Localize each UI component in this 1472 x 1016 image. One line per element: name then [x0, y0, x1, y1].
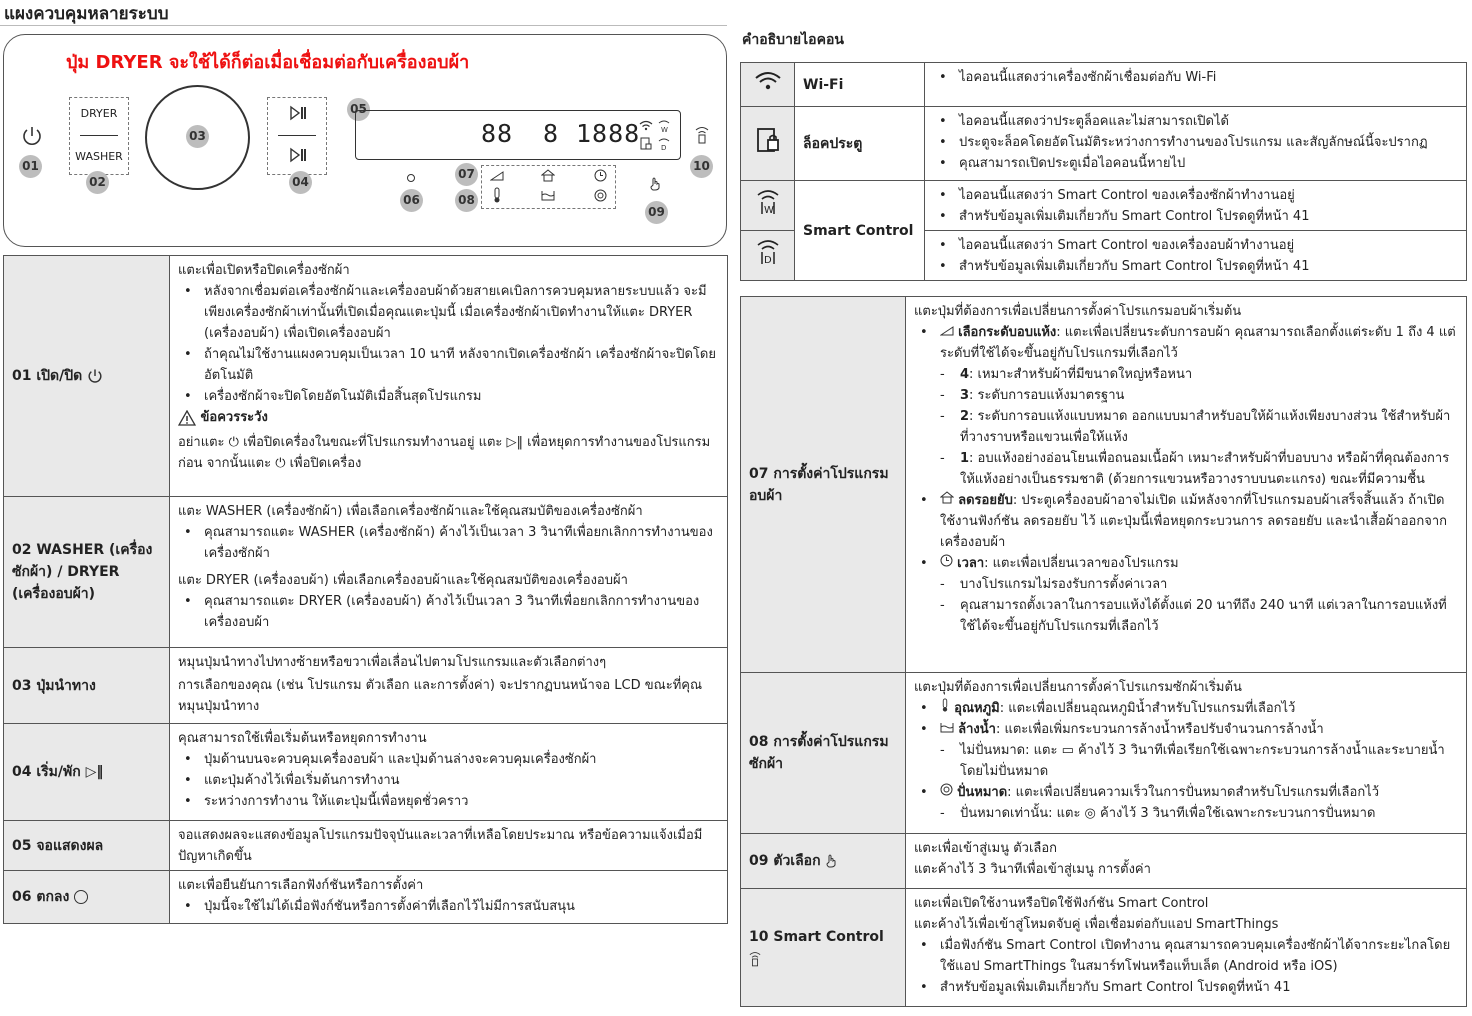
svg-text:D: D	[763, 255, 772, 266]
thermometer-icon[interactable]	[492, 187, 502, 203]
table-row	[4, 871, 728, 924]
row-description	[170, 648, 728, 724]
list-item: • ปุ่มด้านบนจะควบคุมเครื่องอบผ้า และปุ่มด้านล่างจะควบคุมเครื่องซักผ้า	[178, 749, 719, 770]
list-item: • อุณหภูมิ: แตะเพื่อเปลี่ยนอุณหภูมิน้ำสำหรับโปรแกรมที่เลือกไว้	[914, 698, 1458, 719]
list-item: • ปุ่มนี้จะใช้ไม่ได้เมื่อฟังก์ชันหรือการตั้งค่าที่เลือกไว้ไม่มีการสนับสนุน	[178, 896, 719, 917]
smart-control-dryer-icon	[756, 238, 780, 266]
list-item: • เลือกระดับอบแห้ง: แตะเพื่อเปลี่ยนระดับการอบผ้า คุณสามารถเลือกตั้งแต่ระดับ 1 ถึง 4 แต่ระดับที่ใช้ได้จะขึ้นอยู่กับโปรแกรมที่เลือกไว้	[914, 322, 1458, 364]
list-item: • ลดรอยยับ: ประตูเครื่องอบผ้าอาจไม่เปิด แม้หลังจากที่โปรแกรมอบผ้าเสร็จสิ้นแล้ว ถ้าเปิดใช้งานฟังก์ชัน ลดรอยยับ ไว้ แตะปุ่มนี้เพื่อหยุดกระบวนการ ลดรอยยับ และนำเสื้อผ้าออกจากเครื่องอบผ้า	[914, 490, 1458, 553]
callout-09: 09	[645, 201, 668, 224]
list-item: • เครื่องซักผ้าจะปิดโดยอัตโนมัติเมื่อสิ้นสุดโปรแกรม	[178, 386, 719, 407]
icon-name: Smart Control	[795, 181, 925, 281]
list-item: • คุณสามารถแตะ DRYER (เครื่องอบผ้า) ค้างไว้เป็นเวลา 3 วินาทีเพื่อยกเลิกการทำงานของเครื่องอบผ้า	[178, 591, 719, 633]
row-description	[906, 889, 1467, 1007]
thermometer-icon	[940, 698, 950, 712]
callout-04: 04	[289, 171, 312, 194]
row-intro: หมุนปุ่มนำทางไปทางซ้ายหรือขวาเพื่อเลื่อนไปตามโปรแกรมและตัวเลือกต่างๆ	[178, 655, 607, 670]
smart-control-washer-icon	[658, 119, 670, 133]
caution-heading: ข้อควรระวัง	[178, 407, 719, 428]
smart-control-washer-icon	[756, 188, 780, 216]
row-description	[906, 673, 1467, 834]
spin-icon[interactable]	[594, 189, 607, 202]
row-label: 07 การตั้งค่าโปรแกรมอบผ้า	[741, 297, 906, 673]
smart-control-icon	[749, 950, 761, 968]
list-item: - 4: เหมาะสำหรับผ้าที่มีขนาดใหญ่หรือหนา	[914, 364, 1458, 385]
row-label: 06 ตกลง	[4, 871, 170, 924]
svg-text:D: D	[661, 144, 667, 151]
row-description	[170, 256, 728, 497]
callout-03: 03	[186, 125, 209, 148]
row-description	[170, 497, 728, 648]
list-item: - ไม่ปั่นหมาด: แตะ ▭ ค้างไว้ 3 วินาทีเพื่อเรียกใช้เฉพาะกระบวนการล้างน้ำและระบายน้ำโดยไม่ปั่นหมาด	[914, 740, 1458, 782]
left-description-table	[3, 255, 728, 924]
table-row	[4, 256, 728, 497]
control-panel-diagram	[3, 34, 727, 247]
wifi-icon	[754, 70, 782, 92]
bullet-list	[914, 322, 1458, 637]
dry-level-icon[interactable]	[490, 171, 504, 181]
row-line: แตะเพื่อเข้าสู่เมนู ตัวเลือก	[914, 841, 1058, 856]
display-digits: 8	[543, 119, 560, 148]
callout-01: 01	[19, 155, 42, 178]
row-label: 03 ปุ่มนำทาง	[4, 648, 170, 724]
row-line: แตะค้างไว้ 3 วินาทีเพื่อเข้าสู่เมนู การตั้งค่า	[914, 862, 1151, 877]
callout-05: 05	[347, 98, 370, 121]
row-intro: แตะปุ่มที่ต้องการเพื่อเปลี่ยนการตั้งค่าโปรแกรมอบผ้าเริ่มต้น	[914, 304, 1242, 319]
list-item: - 1: อบแห้งอย่างอ่อนโยนเพื่อถนอมเนื้อผ้า เหมาะสำหรับผ้าที่บอบบาง หรือผ้าที่คุณต้องการให้แห้งอย่างเป็นธรรมชาติ (ด้วยการแขวนหรือวางราบบนตะแกรง) ขณะที่มีความชื้น	[914, 448, 1458, 490]
bullet-list	[914, 698, 1458, 824]
bullet-list	[933, 67, 1458, 88]
list-item: • สำหรับข้อมูลเพิ่มเติมเกี่ยวกับ Smart Control โปรดดูที่หน้า 41	[914, 977, 1458, 998]
row-description	[906, 834, 1467, 889]
row-intro: คุณสามารถใช้เพื่อเริ่มต้นหรือหยุดการทำงาน	[178, 731, 427, 746]
dry-level-icon	[940, 326, 954, 336]
row-intro: การเลือกของคุณ (เช่น โปรแกรม ตัวเลือก และการตั้งค่า) จะปรากฏบนหน้าจอ LCD ขณะที่คุณหมุนปุ่มนำทาง	[178, 678, 703, 714]
list-item: • คุณสามารถเปิดประตูเมื่อไอคอนนี้หายไป	[933, 153, 1458, 174]
icon-name: ล็อคประตู	[795, 107, 925, 181]
ok-circle-icon	[74, 890, 88, 904]
page-title: แผงควบคุมหลายระบบ	[4, 4, 169, 24]
row-description: จอแสดงผลจะแสดงข้อมูลโปรแกรมปัจจุบันและเวลาที่เหลือโดยประมาณ หรือข้อความแจ้งเมื่อมีปัญหาเกิดขึ้น	[170, 821, 728, 871]
row-line: แตะค้างไว้เพื่อเข้าสู่โหมดจับคู่ เพื่อเชื่อมต่อกับแอป SmartThings	[914, 917, 1279, 932]
washer-button[interactable]: WASHER	[75, 150, 123, 163]
list-item: • คุณสามารถแตะ WASHER (เครื่องซักผ้า) ค้างไว้เป็นเวลา 3 วินาทีเพื่อยกเลิกการทำงานของเครื่องซักผ้า	[178, 522, 719, 564]
bullet-list	[178, 281, 719, 407]
table-row	[4, 821, 728, 871]
door-lock-icon	[756, 127, 780, 153]
row-intro: แตะ DRYER (เครื่องอบผ้า) เพื่อเลือกเครื่องอบผ้าและใช้คุณสมบัติของเครื่องอบผ้า	[178, 573, 628, 588]
power-icon	[21, 125, 43, 147]
icon-cell	[741, 231, 795, 281]
row-label: 08 การตั้งค่าโปรแกรมซักผ้า	[741, 673, 906, 834]
row-intro: แตะปุ่มที่ต้องการเพื่อเปลี่ยนการตั้งค่าโปรแกรมซักผ้าเริ่มต้น	[914, 680, 1242, 695]
list-item: - คุณสามารถตั้งเวลาในการอบแห้งได้ตั้งแต่ 20 นาทีถึง 240 นาที แต่เวลาในการอบแห้งที่ใช้ได้จะขึ้นอยู่กับโปรแกรมที่เลือกไว้	[914, 595, 1458, 637]
display-digits: 88	[481, 119, 514, 148]
bullet-list	[933, 185, 1458, 227]
display-digits: 1888	[576, 119, 641, 148]
table-row	[741, 673, 1467, 834]
row-label: 02 WASHER (เครื่องซักผ้า) / DRYER (เครื่องอบผ้า)	[4, 497, 170, 648]
title-divider	[0, 25, 727, 26]
row-intro: แตะเพื่อยืนยันการเลือกฟังก์ชันหรือการตั้งค่า	[178, 878, 424, 893]
table-row	[741, 889, 1467, 1007]
dryer-button[interactable]: DRYER	[80, 107, 118, 120]
icon-cell	[741, 63, 795, 107]
list-item: - 3: ระดับการอบแห้งมาตรฐาน	[914, 385, 1458, 406]
start-pause-icon[interactable]	[289, 105, 307, 121]
row-label: 04 เริ่ม/พัก ▷‖	[4, 724, 170, 821]
list-item: • ถ้าคุณไม่ใช้งานแผงควบคุมเป็นเวลา 10 นาที หลังจากเปิดเครื่องซักผ้า เครื่องซักผ้าจะปิดโดยอัตโนมัติ	[178, 344, 719, 386]
wrinkle-prevent-icon[interactable]	[541, 169, 555, 182]
button-divider	[278, 135, 316, 136]
bullet-list	[178, 591, 719, 633]
icon-name: Wi-Fi	[795, 63, 925, 107]
bullet-list	[914, 935, 1458, 998]
wrinkle-prevent-icon	[940, 491, 954, 504]
callout-06: 06	[400, 189, 423, 212]
bullet-list	[178, 522, 719, 564]
icon-description	[925, 63, 1467, 107]
start-pause-icon[interactable]	[289, 147, 307, 163]
table-row	[741, 181, 1467, 231]
list-item: • ไอคอนนี้แสดงว่าเครื่องซักผ้าเชื่อมต่อกับ Wi-Fi	[933, 67, 1458, 88]
smart-control-icon[interactable]	[695, 125, 709, 145]
list-item: • ไอคอนนี้แสดงว่าประตูล็อคและไม่สามารถเปิดได้	[933, 111, 1458, 132]
clock-icon[interactable]	[594, 169, 607, 182]
icon-description	[925, 231, 1467, 281]
svg-text:W: W	[763, 205, 774, 216]
row-line: แตะเพื่อเปิดใช้งานหรือปิดใช้ฟังก์ชัน Smart Control	[914, 896, 1209, 911]
list-item: • ระหว่างการทำงาน ให้แตะปุ่มนี้เพื่อหยุดชั่วคราว	[178, 791, 719, 812]
door-lock-icon	[640, 137, 652, 150]
clock-icon	[940, 554, 953, 567]
row-description	[170, 871, 728, 924]
list-item: • เวลา: แตะเพื่อเปลี่ยนเวลาของโปรแกรม	[914, 553, 1458, 574]
list-item: - บางโปรแกรมไม่รองรับการตั้งค่าเวลา	[914, 574, 1458, 595]
button-divider	[80, 135, 118, 136]
warning-triangle-icon	[178, 410, 196, 426]
row-label: 10 Smart Control	[741, 889, 906, 1007]
table-row	[4, 724, 728, 821]
row-label: 09 ตัวเลือก	[741, 834, 906, 889]
row-intro: แตะเพื่อเปิดหรือปิดเครื่องซักผ้า	[178, 263, 350, 278]
list-item: • เมื่อฟังก์ชัน Smart Control เปิดทำงาน คุณสามารถควบคุมเครื่องซักผ้าได้จากระยะไกลโดยใช้แอป SmartThings ในสมาร์ทโฟนหรือแท็บเล็ต (Android หรือ iOS)	[914, 935, 1458, 977]
list-item: • ล้างน้ำ: แตะเพื่อเพิ่มกระบวนการล้างน้ำหรือปรับจำนวนการล้างน้ำ	[914, 719, 1458, 740]
table-row	[4, 648, 728, 724]
icon-cell	[741, 107, 795, 181]
callout-07: 07	[455, 163, 478, 186]
row-description	[170, 724, 728, 821]
bullet-list	[933, 235, 1458, 277]
options-hand-icon[interactable]	[649, 177, 661, 191]
caution-text: อย่าแตะ ⏻ เพื่อปิดเครื่องในขณะที่โปรแกรมทำงานอยู่ แตะ ▷‖ เพื่อหยุดการทำงานของโปรแกรมก่อน จากนั้นแตะ ⏻ เพื่อปิดเครื่อง	[178, 435, 711, 471]
list-item: • ไอคอนนี้แสดงว่า Smart Control ของเครื่องซักผ้าทำงานอยู่	[933, 185, 1458, 206]
icon-cell	[741, 181, 795, 231]
list-item: • แตะปุ่มค้างไว้เพื่อเริ่มต้นการทำงาน	[178, 770, 719, 791]
callout-08: 08	[455, 189, 478, 212]
row-description	[906, 297, 1467, 673]
icon-section-title: คำอธิบายไอคอน	[742, 32, 844, 48]
table-row	[741, 63, 1467, 107]
ok-button[interactable]	[407, 174, 415, 182]
spin-icon	[940, 783, 953, 796]
list-item: • สำหรับข้อมูลเพิ่มเติมเกี่ยวกับ Smart Control โปรดดูที่หน้า 41	[933, 256, 1458, 277]
table-row	[741, 107, 1467, 181]
row-intro: แตะ WASHER (เครื่องซักผ้า) เพื่อเลือกเครื่องซักผ้าและใช้คุณสมบัติของเครื่องซักผ้า	[178, 504, 643, 519]
bullet-list	[178, 896, 719, 917]
list-item: • ประตูจะล็อคโดยอัตโนมัติระหว่างการทำงานของโปรแกรม และสัญลักษณ์นี้จะปรากฏ	[933, 132, 1458, 153]
list-item: • ไอคอนนี้แสดงว่า Smart Control ของเครื่องอบผ้าทำงานอยู่	[933, 235, 1458, 256]
list-item: - 2: ระดับการอบแห้งแบบหมาด ออกแบบมาสำหรับอบให้ผ้าแห้งเพียงบางส่วน ใช้สำหรับผ้าที่วางราบหรือแขวนเพื่อให้แห้ง	[914, 406, 1458, 448]
lcd-display	[355, 110, 681, 160]
list-item: • สำหรับข้อมูลเพิ่มเติมเกี่ยวกับ Smart Control โปรดดูที่หน้า 41	[933, 206, 1458, 227]
power-icon	[87, 368, 103, 384]
table-row	[741, 834, 1467, 889]
svg-text:W: W	[661, 126, 668, 133]
dryer-warning: ปุ่ม DRYER จะใช้ได้ก็ต่อเมื่อเชื่อมต่อกับเครื่องอบผ้า	[66, 52, 470, 73]
table-row	[741, 297, 1467, 673]
callout-02: 02	[86, 171, 109, 194]
icon-table	[740, 62, 1467, 281]
bullet-list	[178, 749, 719, 812]
list-item: • หลังจากเชื่อมต่อเครื่องซักผ้าและเครื่องอบผ้าด้วยสายเคเบิลการควบคุมหลายระบบแล้ว จะมีเพียงเครื่องซักผ้าเท่านั้นที่เปิดเมื่อคุณแตะปุ่มนี้ เมื่อเครื่องซักผ้าเปิดทำงานให้แตะ DRYER (เครื่องอบผ้า) เพื่อเปิดเครื่องอบผ้า	[178, 281, 719, 344]
icon-description	[925, 181, 1467, 231]
rinse-icon[interactable]	[541, 190, 555, 201]
row-label: 05 จอแสดงผล	[4, 821, 170, 871]
bullet-list	[933, 111, 1458, 174]
smart-control-dryer-icon	[658, 137, 670, 151]
options-hand-icon	[825, 854, 837, 868]
callout-10: 10	[690, 155, 713, 178]
rinse-icon	[940, 722, 954, 733]
list-item: - ปั่นหมาดเท่านั้น: แตะ ◎ ค้างไว้ 3 วินาทีเพื่อใช้เฉพาะกระบวนการปั่นหมาด	[914, 803, 1458, 824]
row-label: 01 เปิด/ปิด	[4, 256, 170, 497]
list-item: • ปั่นหมาด: แตะเพื่อเปลี่ยนความเร็วในการปั่นหมาดสำหรับโปรแกรมที่เลือกไว้	[914, 782, 1458, 803]
table-row	[4, 497, 728, 648]
icon-description	[925, 107, 1467, 181]
right-description-table	[740, 296, 1467, 1007]
wifi-icon	[639, 120, 653, 131]
